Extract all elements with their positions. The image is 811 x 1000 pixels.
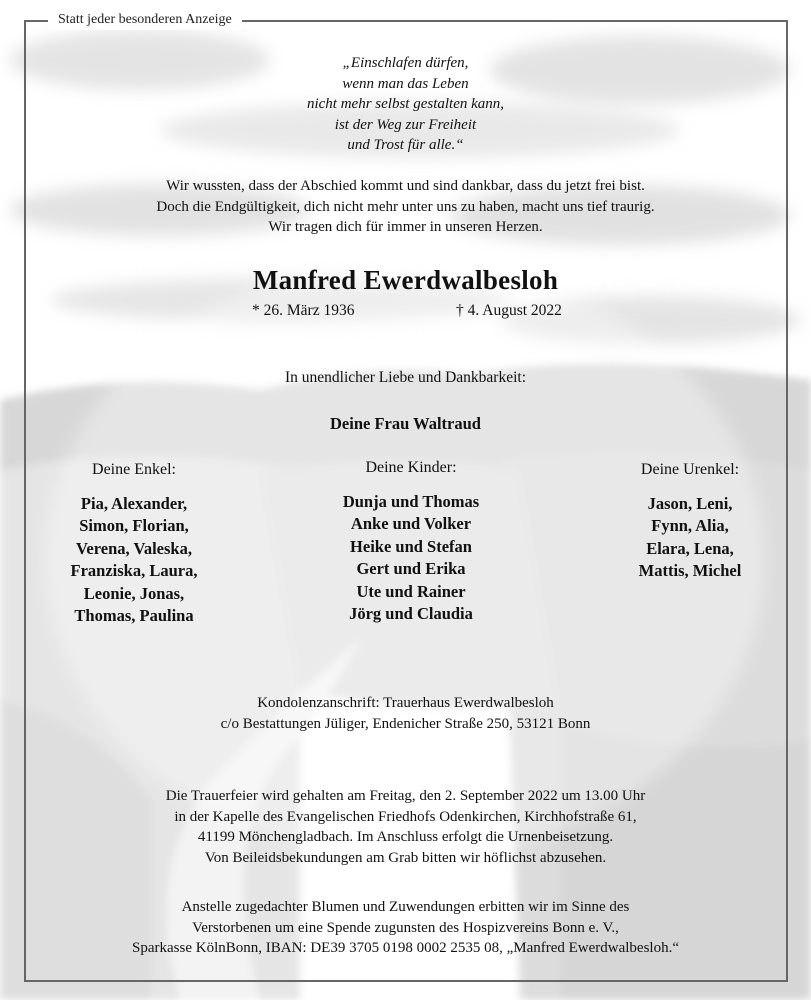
grandchildren-group	[34, 460, 234, 627]
donation-line: Verstorbenen um eine Spende zugunsten des Hospizvereins Bonn e. V.,	[192, 919, 619, 936]
children-group	[296, 458, 526, 625]
intro-text	[0, 176, 811, 238]
quote-line: nicht mehr selbst gestalten kann,	[306, 96, 505, 112]
great-grandchildren-title: Deine Urenkel:	[640, 461, 740, 478]
list-item: Gert und Erika	[356, 559, 466, 579]
list-item: Leonie, Jonas,	[83, 583, 185, 603]
grandchildren-list	[34, 493, 234, 627]
list-item: Mattis, Michel	[638, 561, 742, 581]
death-date: † 4. August 2022	[456, 302, 562, 319]
donation-line: Sparkasse KölnBonn, IBAN: DE39 3705 0198 0002 2535 08, „Manfred Ewerdwalbesloh.“	[132, 940, 679, 956]
donation-info	[0, 897, 811, 959]
list-item: Franziska, Laura,	[70, 561, 198, 581]
children-title: Deine Kinder:	[365, 459, 457, 476]
quote-line: wenn man das Leben	[342, 75, 469, 92]
children-list	[296, 491, 526, 625]
list-item: Anke und Volker	[350, 514, 472, 534]
ceremony-info	[0, 786, 811, 868]
love-line: In unendlicher Liebe und Dankbarkeit:	[284, 369, 527, 386]
condolence-address	[0, 693, 811, 734]
list-item: Pia, Alexander,	[80, 494, 188, 513]
ceremony-line: in der Kapelle des Evangelischen Friedhofs Odenkirchen, Kirchhofstraße 61,	[174, 808, 637, 825]
great-grandchildren-list	[590, 493, 790, 583]
ceremony-line: 41199 Mönchengladbach. Im Anschluss erfolgt die Urnenbeisetzung.	[197, 829, 614, 845]
header-note: Statt jeder besonderen Anzeige	[48, 10, 242, 30]
deceased-name: Manfred Ewerdwalbesloh	[252, 265, 559, 295]
great-grandchildren-group	[590, 460, 790, 583]
list-item: Elara, Lena,	[646, 538, 734, 558]
list-item: Dunja und Thomas	[342, 492, 480, 511]
list-item: Verena, Valeska,	[76, 538, 192, 558]
quote-block	[0, 53, 811, 156]
list-item: Heike und Stefan	[350, 536, 472, 556]
quote-line: und Trost für alle.“	[347, 137, 464, 153]
intro-line: Wir tragen dich für immer in unseren Herzen.	[268, 219, 543, 235]
wife-name: Deine Frau Waltraud	[330, 414, 481, 433]
quote-line: ist der Weg zur Freiheit	[334, 116, 477, 133]
ceremony-line: Die Trauerfeier wird gehalten am Freitag, den 2. September 2022 um 13.00 Uhr	[165, 788, 646, 804]
list-item: Ute und Rainer	[356, 581, 466, 601]
intro-line: Wir wussten, dass der Abschied kommt und sind dankbar, dass du jetzt frei bist.	[166, 178, 645, 194]
birth-date: * 26. März 1936	[252, 302, 355, 319]
condolence-line: Kondolenzanschrift: Trauerhaus Ewerdwalbesloh	[257, 695, 554, 711]
list-item: Thomas, Paulina	[74, 606, 194, 626]
list-item: Jason, Leni,	[647, 494, 733, 513]
list-item: Fynn, Alia,	[651, 516, 729, 536]
donation-line: Anstelle zugedachter Blumen und Zuwendungen erbitten wir im Sinne des	[181, 899, 630, 915]
grandchildren-title: Deine Enkel:	[92, 461, 176, 478]
intro-line: Doch die Endgültigkeit, dich nicht mehr unter uns zu haben, macht uns tief traurig.	[156, 198, 655, 215]
condolence-line: c/o Bestattungen Jüliger, Endenicher Straße 250, 53121 Bonn	[220, 715, 591, 732]
list-item: Jörg und Claudia	[349, 604, 473, 624]
list-item: Simon, Florian,	[79, 516, 189, 536]
quote-line: „Einschlafen dürfen,	[342, 55, 469, 71]
ceremony-line: Von Beileidsbekundungen am Grab bitten wir höflichst abzusehen.	[204, 849, 607, 866]
